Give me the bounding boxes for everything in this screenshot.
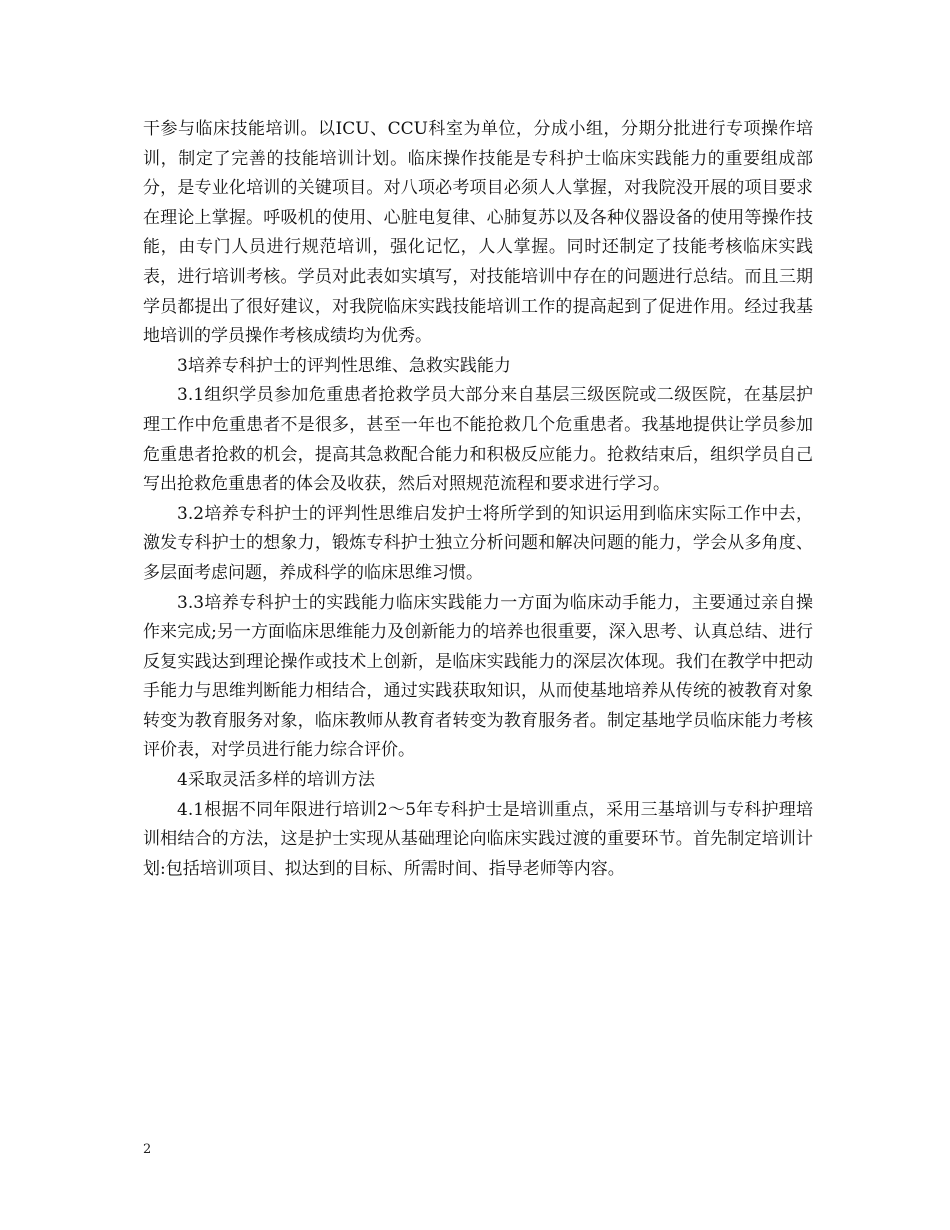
document-body [143,115,813,884]
heading-section-3: 3培养专科护士的评判性思维、急救实践能力 [177,355,511,376]
page-number: 2 [143,1142,152,1157]
paragraph-4-1: 4.1根据不同年限进行培训2～5年专科护士是培训重点，采用三基培训与专科护理培训相结合的方法，这是护士实现从基础理论向临床实践过渡的重要环节。首先制定培训计划:包括培训项目、拟达到的目标、所需时间、指导老师等内容。 [143,799,813,879]
paragraph-3-1: 3.1组织学员参加危重患者抢救学员大部分来自基层三级医院或二级医院，在基层护理工作中危重患者不是很多，甚至一年也不能抢救几个危重患者。我基地提供让学员参加危重患者抢救的机会，提高其急救配合能力和积极反应能力。抢救结束后，组织学员自己写出抢救危重患者的体会及收获，然后对照规范流程和要求进行学习。 [143,385,813,495]
paragraph-skills-training: 干参与临床技能培训。以ICU、CCU科室为单位，分成小组，分期分批进行专项操作培训，制定了完善的技能培训计划。临床操作技能是专科护士临床实践能力的重要组成部分，是专业化培训的关键项目。对八项必考项目必须人人掌握，对我院没开展的项目要求在理论上掌握。呼吸机的使用、心脏电复律、心肺复苏以及各种仪器设备的使用等操作技能，由专门人员进行规范培训，强化记忆，人人掌握。同时还制定了技能考核临床实践表，进行培训考核。学员对此表如实填写，对技能培训中存在的问题进行总结。而且三期学员都提出了很好建议，对我院临床实践技能培训工作的提高起到了促进作用。经过我基地培训的学员操作考核成绩均为优秀。 [143,119,813,347]
paragraph-3-2: 3.2培养专科护士的评判性思维启发护士将所学到的知识运用到临床实际工作中去，激发专科护士的想象力，锻炼专科护士独立分析问题和解决问题的能力，学会从多角度、多层面考虑问题，养成科学的临床思维习惯。 [143,503,813,583]
paragraph-3-3: 3.3培养专科护士的实践能力临床实践能力一方面为临床动手能力，主要通过亲自操作来完成;另一方面临床思维能力及创新能力的培养也很重要，深入思考、认真总结、进行反复实践达到理论操作或技术上创新，是临床实践能力的深层次体现。我们在教学中把动手能力与思维判断能力相结合，通过实践获取知识，从而使基地培养从传统的被教育对象转变为教育服务对象，临床教师从教育者转变为教育服务者。制定基地学员临床能力考核评价表，对学员进行能力综合评价。 [143,592,813,761]
heading-section-4: 4采取灵活多样的培训方法 [177,770,375,791]
